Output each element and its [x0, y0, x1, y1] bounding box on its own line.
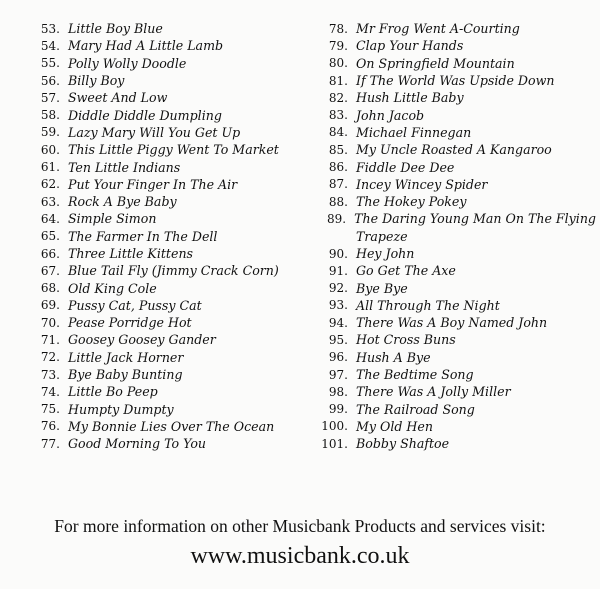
track-number: 71. — [40, 332, 60, 347]
track-number: 84. — [328, 125, 348, 140]
footer-website-link[interactable]: www.musicbank.co.uk — [190, 543, 410, 569]
track-list-item — [316, 262, 596, 279]
track-list-item — [316, 314, 596, 331]
track-title: This Little Piggy Went To Market — [68, 142, 279, 158]
track-list-item — [316, 383, 596, 400]
track-number: 93. — [328, 298, 348, 313]
track-number: 95. — [328, 332, 348, 347]
track-number: 98. — [328, 384, 348, 399]
track-title: Mary Had A Little Lamb — [68, 38, 224, 54]
track-title: On Springfield Mountain — [356, 55, 515, 71]
track-list-item — [316, 37, 596, 54]
track-number: 100. — [321, 419, 348, 434]
track-list-item — [28, 228, 298, 245]
track-list-item — [28, 210, 298, 227]
track-title: Humpty Dumpty — [68, 401, 174, 417]
track-number: 85. — [328, 142, 348, 157]
track-number: 61. — [40, 160, 60, 175]
track-number: 69. — [40, 298, 60, 313]
track-number: 90. — [328, 246, 348, 261]
track-title: My Bonnie Lies Over The Ocean — [68, 418, 275, 434]
track-list-item — [316, 297, 596, 314]
track-number: 89. — [327, 211, 347, 226]
track-title: The Farmer In The Dell — [68, 228, 218, 244]
track-list-item — [316, 72, 596, 89]
track-number: 55. — [40, 56, 60, 71]
track-list-item — [28, 176, 298, 193]
track-list-item — [316, 279, 596, 296]
track-number: 54. — [40, 38, 60, 53]
track-list-item — [316, 20, 596, 37]
track-list-item — [28, 314, 298, 331]
track-list-item — [28, 435, 298, 452]
track-number: 74. — [40, 384, 60, 399]
track-number: 67. — [40, 263, 60, 278]
track-number: 94. — [328, 315, 348, 330]
track-list-item — [28, 401, 298, 418]
track-title: Lazy Mary Will You Get Up — [68, 124, 241, 140]
track-number: 83. — [328, 108, 348, 123]
track-title: Good Morning To You — [68, 436, 207, 452]
track-number: 57. — [40, 90, 60, 105]
track-number: 81. — [328, 73, 348, 88]
footer-info-text: For more information on other Musicbank Products and services visit: — [54, 516, 546, 536]
track-title: There Was A Boy Named John — [356, 315, 548, 331]
track-number: 56. — [40, 73, 60, 88]
track-number: 66. — [40, 246, 60, 261]
track-list-item — [316, 331, 596, 348]
track-number: 64. — [40, 211, 60, 226]
track-title: Mr Frog Went A-Courting — [356, 21, 520, 37]
track-list-item — [28, 297, 298, 314]
track-title: Diddle Diddle Dumpling — [68, 107, 222, 123]
track-number: 91. — [328, 263, 348, 278]
track-title: The Daring Young Man On The Flying — [354, 211, 596, 227]
track-list-item — [316, 89, 596, 106]
track-list-item — [28, 124, 298, 141]
track-list-item — [316, 349, 596, 366]
track-list-item — [28, 37, 298, 54]
track-title: Clap Your Hands — [356, 38, 464, 54]
track-title: Bobby Shaftoe — [356, 436, 450, 452]
track-title: Little Boy Blue — [68, 21, 163, 37]
track-title: Simple Simon — [68, 211, 157, 227]
track-list-item — [316, 176, 596, 193]
track-title: Fiddle Dee Dee — [356, 159, 455, 175]
track-title: Bye Bye — [356, 280, 408, 296]
track-title: Sweet And Low — [68, 90, 168, 106]
track-number: 68. — [40, 281, 60, 296]
track-number: 72. — [40, 350, 60, 365]
track-list-item — [28, 331, 298, 348]
track-number: 96. — [328, 350, 348, 365]
track-number: 79. — [328, 38, 348, 53]
track-number: 78. — [328, 21, 348, 36]
track-number: 70. — [40, 315, 60, 330]
track-number: 59. — [40, 125, 60, 140]
track-title: Ten Little Indians — [68, 159, 181, 175]
track-list-item — [28, 279, 298, 296]
track-title: The Railroad Song — [356, 401, 475, 417]
track-title-continuation-row — [316, 228, 596, 245]
track-list-item — [28, 55, 298, 72]
track-number: 53. — [40, 21, 60, 36]
track-title: Three Little Kittens — [68, 246, 194, 261]
track-title: Rock A Bye Baby — [68, 194, 177, 210]
track-title: Michael Finnegan — [356, 124, 472, 140]
track-title: All Through The Night — [356, 297, 500, 313]
track-number: 92. — [328, 281, 348, 296]
track-list-right-column — [316, 20, 596, 452]
track-title: There Was A Jolly Miller — [356, 384, 511, 400]
track-list-item — [316, 141, 596, 158]
track-title: Go Get The Axe — [356, 263, 456, 279]
track-list-item — [316, 210, 596, 227]
track-list-item — [316, 245, 596, 262]
track-number: 101. — [321, 436, 348, 451]
track-number: 82. — [328, 90, 348, 105]
track-list-item — [316, 158, 596, 175]
track-title: Put Your Finger In The Air — [68, 176, 238, 192]
track-number: 62. — [40, 177, 60, 192]
track-list-item — [28, 141, 298, 158]
track-number: 77. — [40, 436, 60, 451]
track-title-continuation: Trapeze — [356, 228, 408, 244]
track-list-item — [316, 193, 596, 210]
track-title: Goosey Goosey Gander — [68, 332, 216, 348]
track-title: The Hokey Pokey — [356, 194, 467, 210]
track-list-item — [316, 435, 596, 452]
track-number: 97. — [328, 367, 348, 382]
track-list-item — [316, 366, 596, 383]
track-number: 58. — [40, 108, 60, 123]
track-list-left-column — [28, 20, 298, 452]
track-title: Little Bo Peep — [68, 384, 158, 400]
track-list-item — [28, 158, 298, 175]
track-title: My Uncle Roasted A Kangaroo — [356, 142, 552, 158]
track-title: My Old Hen — [356, 418, 433, 434]
track-title: Polly Wolly Doodle — [68, 55, 187, 71]
track-list-item — [28, 20, 298, 37]
track-title: Little Jack Horner — [68, 349, 184, 365]
track-number: 80. — [328, 56, 348, 71]
track-title: Bye Baby Bunting — [68, 367, 183, 383]
track-title: Hush A Bye — [356, 349, 431, 365]
track-title: Blue Tail Fly (Jimmy Crack Corn) — [68, 263, 279, 279]
track-list-item — [28, 418, 298, 435]
track-list-item — [316, 106, 596, 123]
track-number: 76. — [40, 419, 60, 434]
track-title: Hey John — [356, 246, 415, 261]
track-number: 86. — [328, 160, 348, 175]
track-list-item — [316, 124, 596, 141]
track-title: If The World Was Upside Down — [356, 73, 555, 89]
track-list-item — [316, 401, 596, 418]
track-number: 65. — [40, 229, 60, 244]
track-number: 87. — [328, 177, 348, 192]
track-list-item — [316, 55, 596, 72]
track-number: 99. — [328, 402, 348, 417]
track-title: Pease Porridge Hot — [68, 315, 192, 331]
track-list-item — [28, 245, 298, 262]
track-number: 63. — [40, 194, 60, 209]
track-number: 88. — [328, 194, 348, 209]
track-list-item — [316, 418, 596, 435]
track-title: Incey Wincey Spider — [356, 176, 488, 192]
track-title: Billy Boy — [68, 73, 125, 89]
track-number: 60. — [40, 142, 60, 157]
track-list-item — [28, 106, 298, 123]
track-title: Hush Little Baby — [356, 90, 464, 106]
track-number: 75. — [40, 402, 60, 417]
track-title: John Jacob — [356, 107, 425, 123]
track-list-item — [28, 89, 298, 106]
track-title: Pussy Cat, Pussy Cat — [68, 297, 202, 313]
track-title: The Bedtime Song — [356, 367, 474, 383]
track-number: 73. — [40, 367, 60, 382]
track-list-item — [28, 383, 298, 400]
track-title: Old King Cole — [68, 280, 157, 296]
track-list-item — [28, 262, 298, 279]
track-title: Hot Cross Buns — [356, 332, 456, 348]
track-list-item — [28, 193, 298, 210]
track-list-item — [28, 72, 298, 89]
track-list-item — [28, 349, 298, 366]
track-list-item — [28, 366, 298, 383]
